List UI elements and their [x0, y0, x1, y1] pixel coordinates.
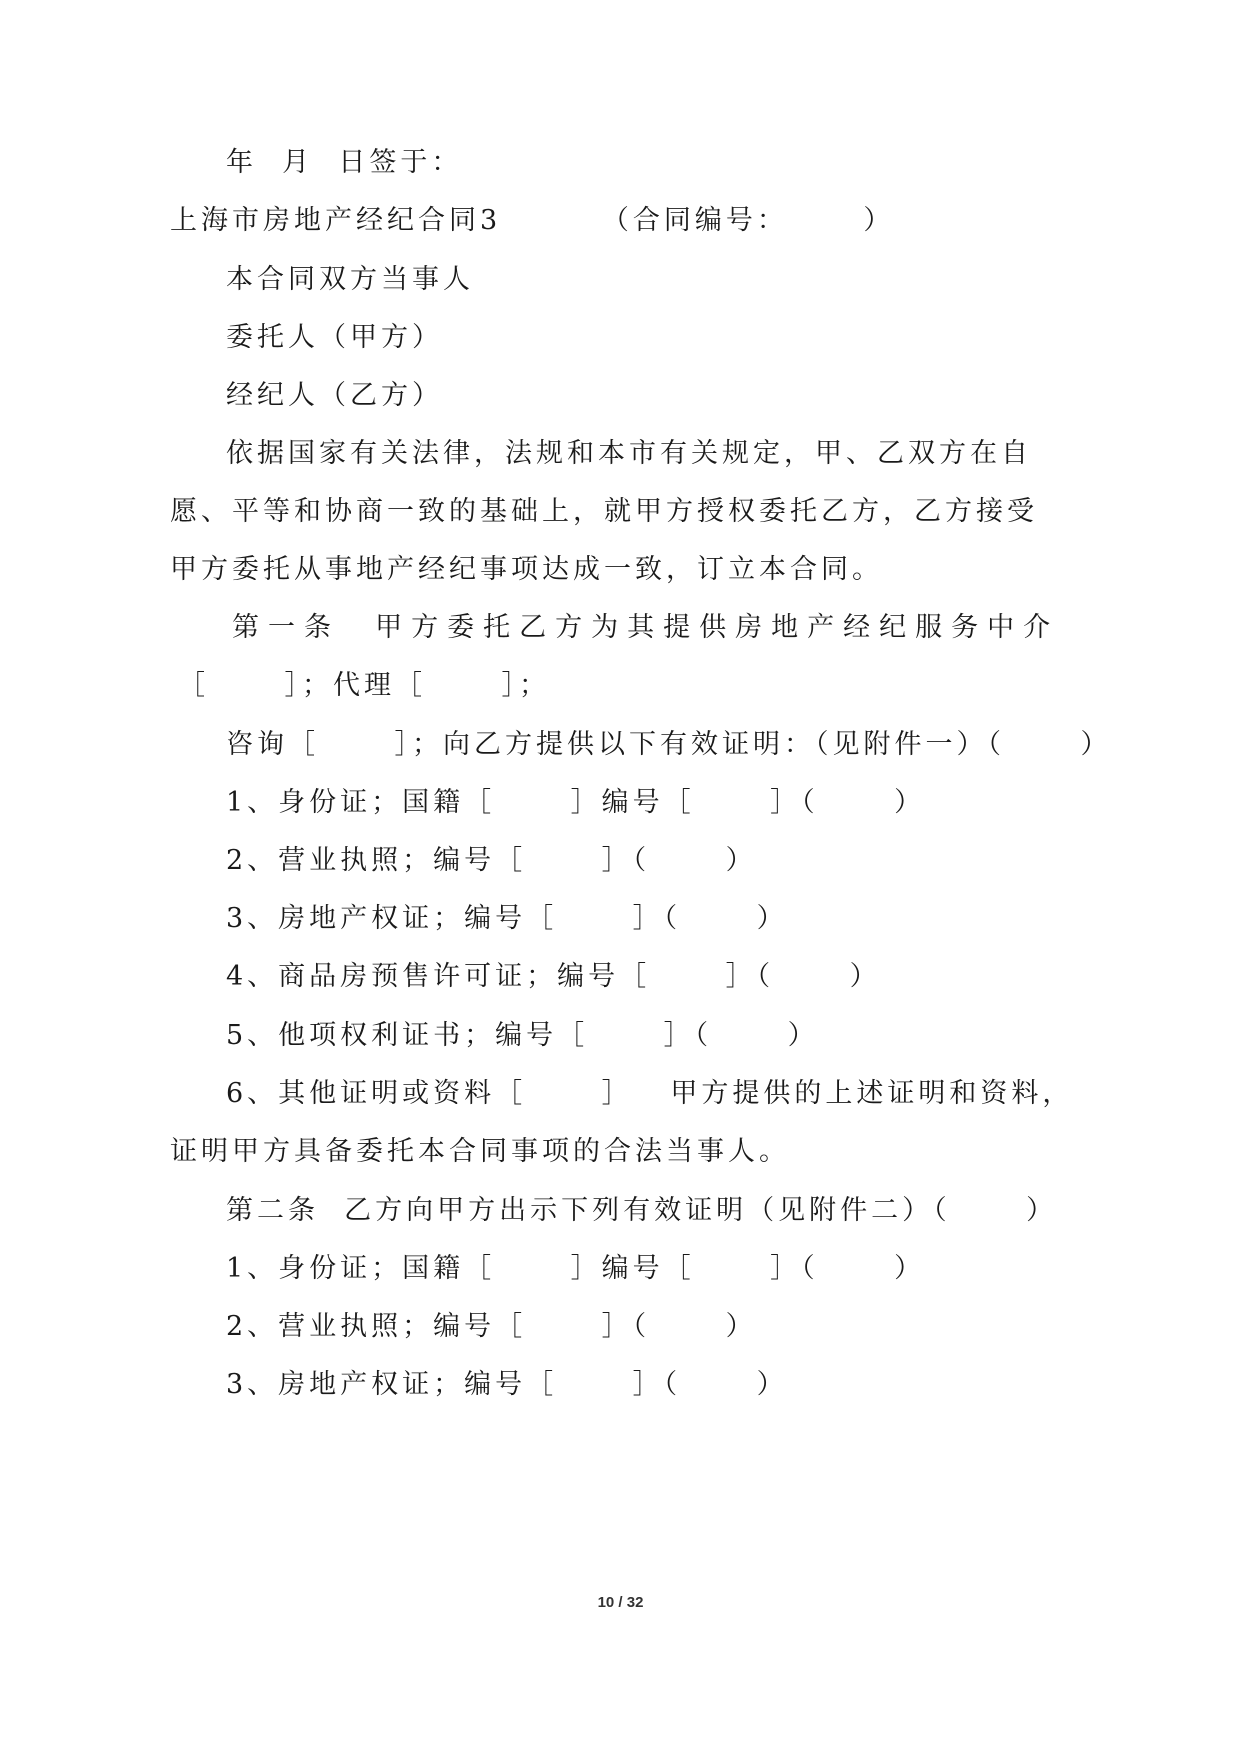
article-2-item-2: 2、营业执照；编号［ ］（ ） — [226, 1311, 757, 1342]
article-1-consulting: 咨询［ ］；向乙方提供以下有效证明：（见附件一）（ ） — [226, 729, 1112, 760]
article-1-item-5: 5、他项权利证书；编号［ ］（ ） — [226, 1020, 819, 1051]
article-1-heading: 第一条 甲方委托乙方为其提供房地产经纪服务中介 — [232, 612, 1060, 643]
article-1-item-3: 3、房地产权证；编号［ ］（ ） — [226, 903, 788, 934]
preamble-line-3: 甲方委托从事地产经纪事项达成一致，订立本合同。 — [170, 554, 883, 585]
preamble-line-1: 依据国家有关法律，法规和本市有关规定，甲、乙双方在自 — [226, 438, 1032, 469]
parties-heading: 本合同双方当事人 — [226, 264, 474, 295]
article-1-item-2: 2、营业执照；编号［ ］（ ） — [226, 845, 757, 876]
article-1-item-6: 6、其他证明或资料［ ］ 甲方提供的上述证明和资料， — [226, 1078, 1074, 1109]
page-number: 10 / 32 — [597, 1594, 644, 1611]
article-2-item-1: 1、身份证；国籍［ ］编号［ ］（ ） — [226, 1253, 926, 1284]
preamble-line-2: 愿、平等和协商一致的基础上，就甲方授权委托乙方，乙方接受 — [170, 496, 1038, 527]
contract-title: 上海市房地产经纪合同3 （合同编号： ） — [170, 205, 895, 236]
article-2-item-3: 3、房地产权证；编号［ ］（ ） — [226, 1369, 788, 1400]
article-1-item-1: 1、身份证；国籍［ ］编号［ ］（ ） — [226, 787, 926, 818]
agent-party: 经纪人（乙方） — [226, 380, 443, 411]
article-1-item-4: 4、商品房预售许可证；编号［ ］（ ） — [226, 961, 881, 992]
article-2-heading: 第二条 乙方向甲方出示下列有效证明（见附件二）（ ） — [226, 1195, 1058, 1226]
signing-date-line: 年 月 日签于： — [226, 147, 463, 178]
article-1-conclusion: 证明甲方具备委托本合同事项的合法当事人。 — [170, 1136, 790, 1167]
article-1-options: ［ ］；代理［ ］； — [178, 670, 550, 701]
principal-party: 委托人（甲方） — [226, 322, 443, 353]
